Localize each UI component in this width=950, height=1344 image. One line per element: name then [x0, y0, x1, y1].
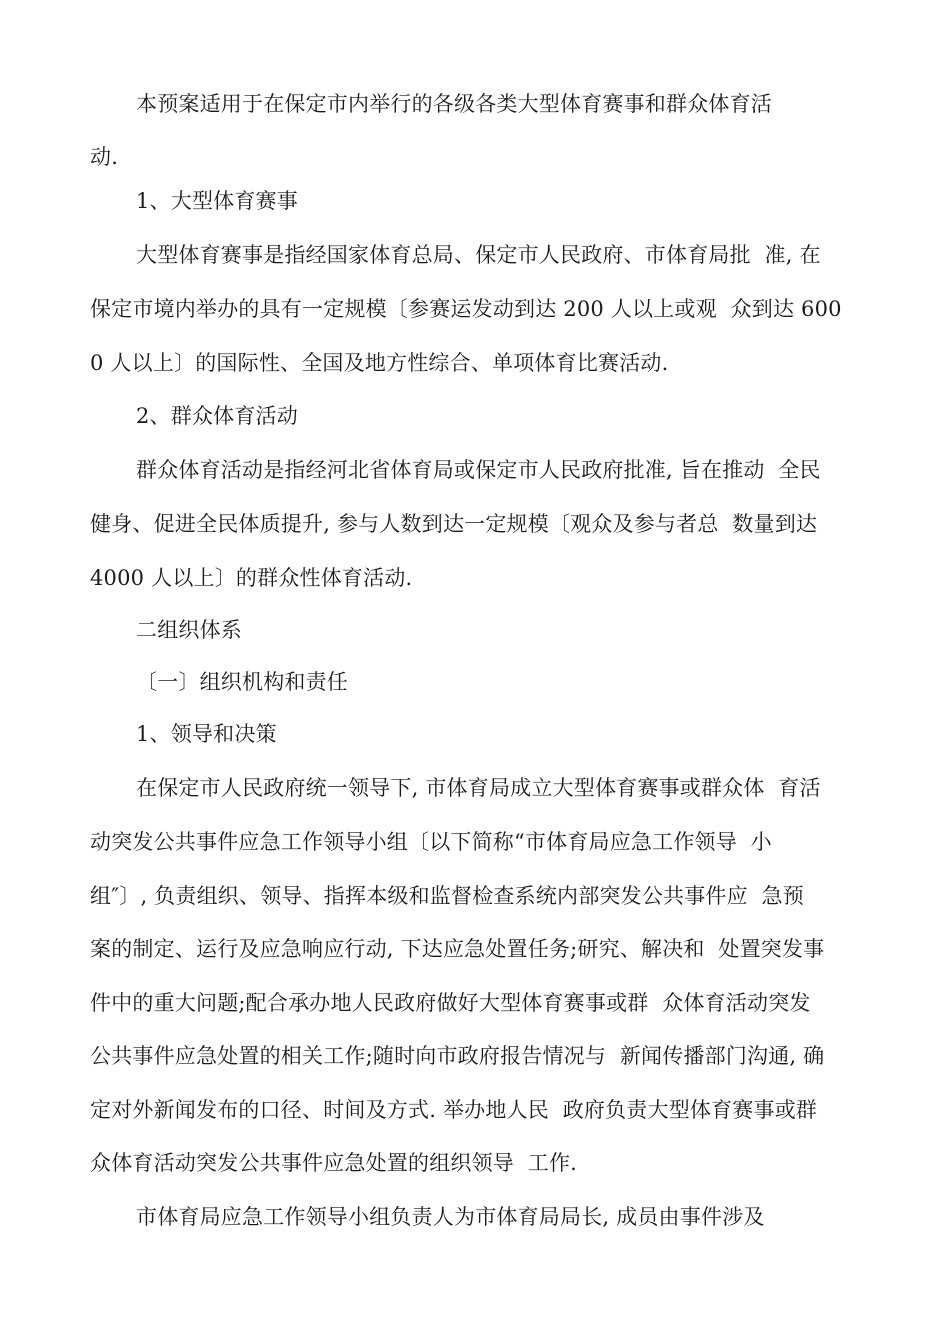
- section-heading: 1、领导和决策: [136, 722, 277, 746]
- paragraph-line: 件中的重大问题;配合承办地人民政府做好大型体育赛事或群 众体育活动突发: [90, 991, 811, 1015]
- paragraph-line: 动突发公共事件应急工作领导小组〔以下简称“市体育局应急工作领导 小: [90, 830, 772, 854]
- paragraph-line: 本预案适用于在保定市内举行的各级各类大型体育赛事和群众体育活: [136, 92, 772, 116]
- paragraph-line: 案的制定、运行及应急响应行动, 下达应急处置任务;研究、解决和 处置突发事: [90, 937, 825, 961]
- paragraph-line: 众体育活动突发公共事件应急处置的组织领导 工作.: [90, 1151, 578, 1175]
- section-heading: 二组织体系: [136, 618, 242, 642]
- paragraph-line: 公共事件应急处置的相关工作;随时向市政府报告情况与 新闻传播部门沟通, 确: [90, 1044, 825, 1068]
- paragraph-line: 大型体育赛事是指经国家体育总局、保定市人民政府、市体育局批 准, 在: [136, 243, 821, 267]
- paragraph-line: 0 人以上〕的国际性、全国及地方性综合、单项体育比赛活动.: [90, 351, 669, 375]
- paragraph-line: 健身、促进全民体质提升, 参与人数到达一定规模〔观众及参与者总 数量到达: [90, 512, 818, 536]
- paragraph-line: 定对外新闻发布的口径、时间及方式. 举办地人民 政府负责大型体育赛事或群: [90, 1098, 818, 1122]
- paragraph-line: 动.: [90, 145, 119, 169]
- paragraph-line: 4000 人以上〕的群众性体育活动.: [90, 566, 413, 590]
- section-heading: 2、群众体育活动: [136, 404, 298, 428]
- section-heading: 1、大型体育赛事: [136, 189, 298, 213]
- paragraph-line: 组″〕, 负责组织、领导、指挥本级和监督检查系统内部突发公共事件应 急预: [90, 884, 804, 908]
- section-heading: 〔一〕组织机构和责任: [136, 670, 348, 694]
- paragraph-line: 市体育局应急工作领导小组负责人为市体育局局长, 成员由事件涉及: [136, 1205, 765, 1229]
- paragraph-line: 群众体育活动是指经河北省体育局或保定市人民政府批准, 旨在推动 全民: [136, 458, 821, 482]
- paragraph-line: 保定市境内举办的具有一定规模〔参赛运发动到达 200 人以上或观 众到达 600: [90, 297, 842, 321]
- paragraph-line: 在保定市人民政府统一领导下, 市体育局成立大型体育赛事或群众体 育活: [136, 776, 821, 800]
